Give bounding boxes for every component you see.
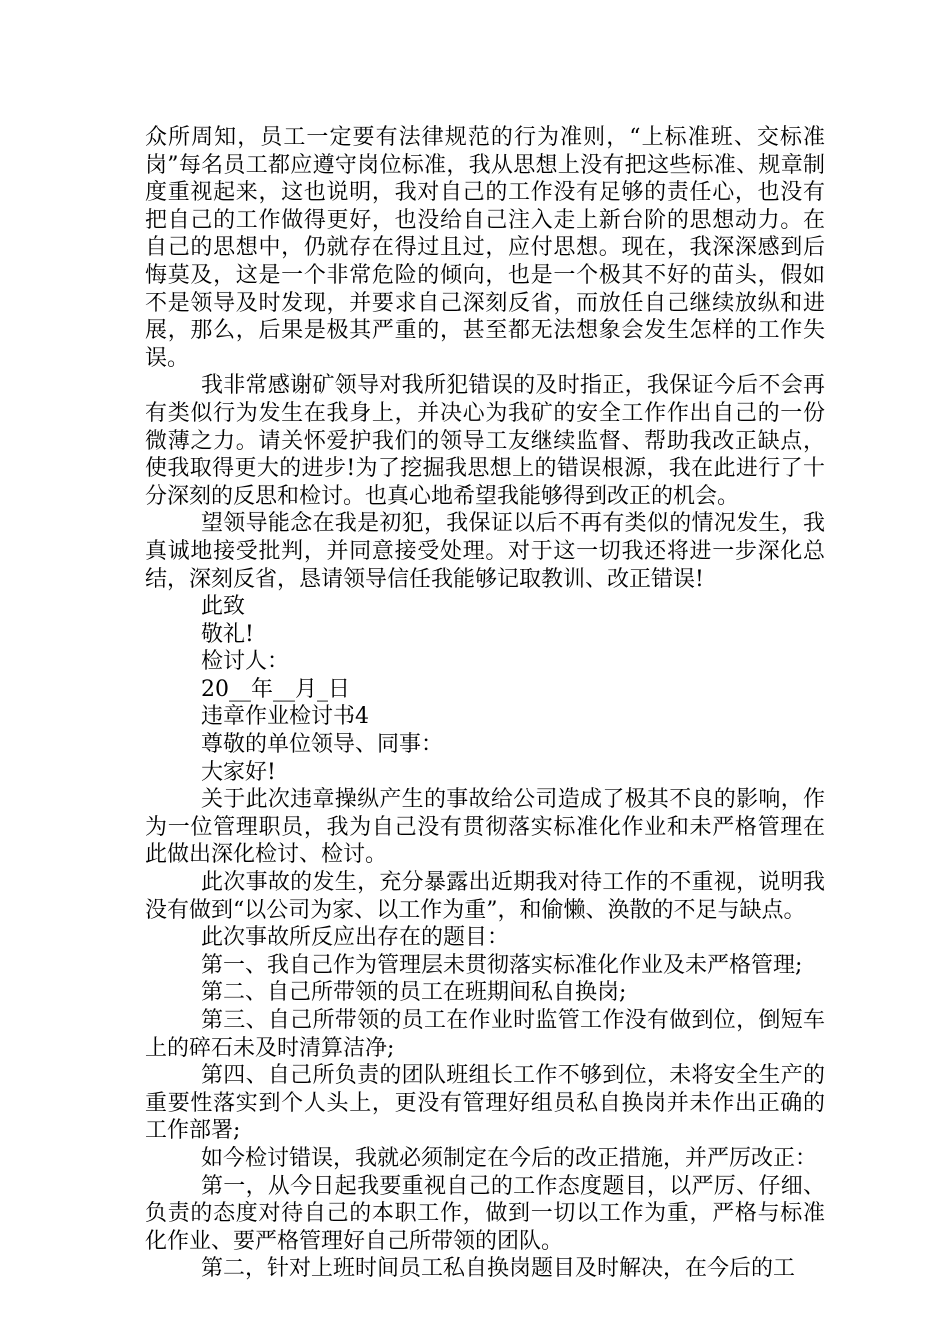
paragraph: 如今检讨错误，我就必须制定在今后的改正措施，并严厉改正：	[201, 1145, 818, 1171]
paragraph: 此次事故所反应出存在的题目：	[201, 925, 510, 951]
paragraph: 此次事故的发生，充分暴露出近期我对待工作的不重视，说明我没有做到“以公司为家、以工作为重”，和偷懒、涣散的不足与缺点。	[145, 870, 825, 923]
paragraph: 众所周知，员工一定要有法律规范的行为准则，“上标准班、交标准岗”每名员工都应遵守岗位标准，我从思想上没有把这些标准、规章制度重视起来，这也说明，我对自己的工作没有足够的责任心，也没有把自己的工作做得更好，也没给自己注入走上新台阶的思想动力。在自己的思想中，仍就存在得过且过，应付思想。现在，我深深感到后悔莫及，这是一个非常危险的倾向，也是一个极其不好的苗头，假如不是领导及时发现，并要求自己深刻反省，而放任自己继续放纵和进展，那么，后果是极其严重的，甚至都无法想象会发生怎样的工作失误。	[145, 125, 825, 371]
list-item: 第三、自己所带领的员工在作业时监管工作没有做到位，倒短车上的碎石未及时清算洁净;	[145, 1008, 825, 1061]
document-body	[145, 124, 825, 1283]
section-title: 违章作业检讨书4	[201, 704, 369, 730]
paragraph: 我非常感谢矿领导对我所犯错误的及时指正，我保证今后不会再有类似行为发生在我身上，并决心为我矿的安全工作作出自己的一份微薄之力。请关怀爱护我们的领导工友继续监督、帮助我改正缺点，使我取得更大的进步!为了挖掘我思想上的错误根源，我在此进行了十分深刻的反思和检讨。也真心地希望我能够得到改正的机会。	[145, 373, 825, 509]
signature-line: 检讨人：	[201, 649, 290, 675]
list-item: 第四、自己所负责的团队班组长工作不够到位，未将安全生产的重要性落实到个人头上，更没有管理好组员私自换岗并未作出正确的工作部署;	[145, 1063, 825, 1144]
closing-salutation: 此致	[201, 594, 246, 620]
list-item: 第一，从今日起我要重视自己的工作态度题目，以严厉、仔细、负责的态度对待自己的本职工作，做到一切以工作为重，严格与标准化作业、要严格管理好自己所带领的团队。	[145, 1173, 825, 1254]
greeting: 大家好!	[201, 759, 276, 785]
paragraph: 关于此次违章操纵产生的事故给公司造成了极其不良的影响，作为一位管理职员，我为自己没有贯彻落实标准化作业和未严格管理在此做出深化检讨、检讨。	[145, 787, 825, 868]
list-item: 第一、我自己作为管理层未贯彻落实标准化作业及未严格管理;	[201, 952, 803, 978]
greeting-recipient: 尊敬的单位领导、同事：	[201, 732, 444, 758]
list-item: 第二，针对上班时间员工私自换岗题目及时解决，在今后的工	[201, 1256, 796, 1282]
list-item: 第二、自己所带领的员工在班期间私自换岗;	[201, 980, 627, 1006]
date-line: 20__年__月_日	[201, 676, 350, 702]
closing-regards: 敬礼!	[201, 621, 254, 647]
paragraph: 望领导能念在我是初犯，我保证以后不再有类似的情况发生，我真诚地接受批判，并同意接受处理。对于这一切我还将进一步深化总结，深刻反省，恳请领导信任我能够记取教训、改正错误!	[145, 511, 825, 592]
